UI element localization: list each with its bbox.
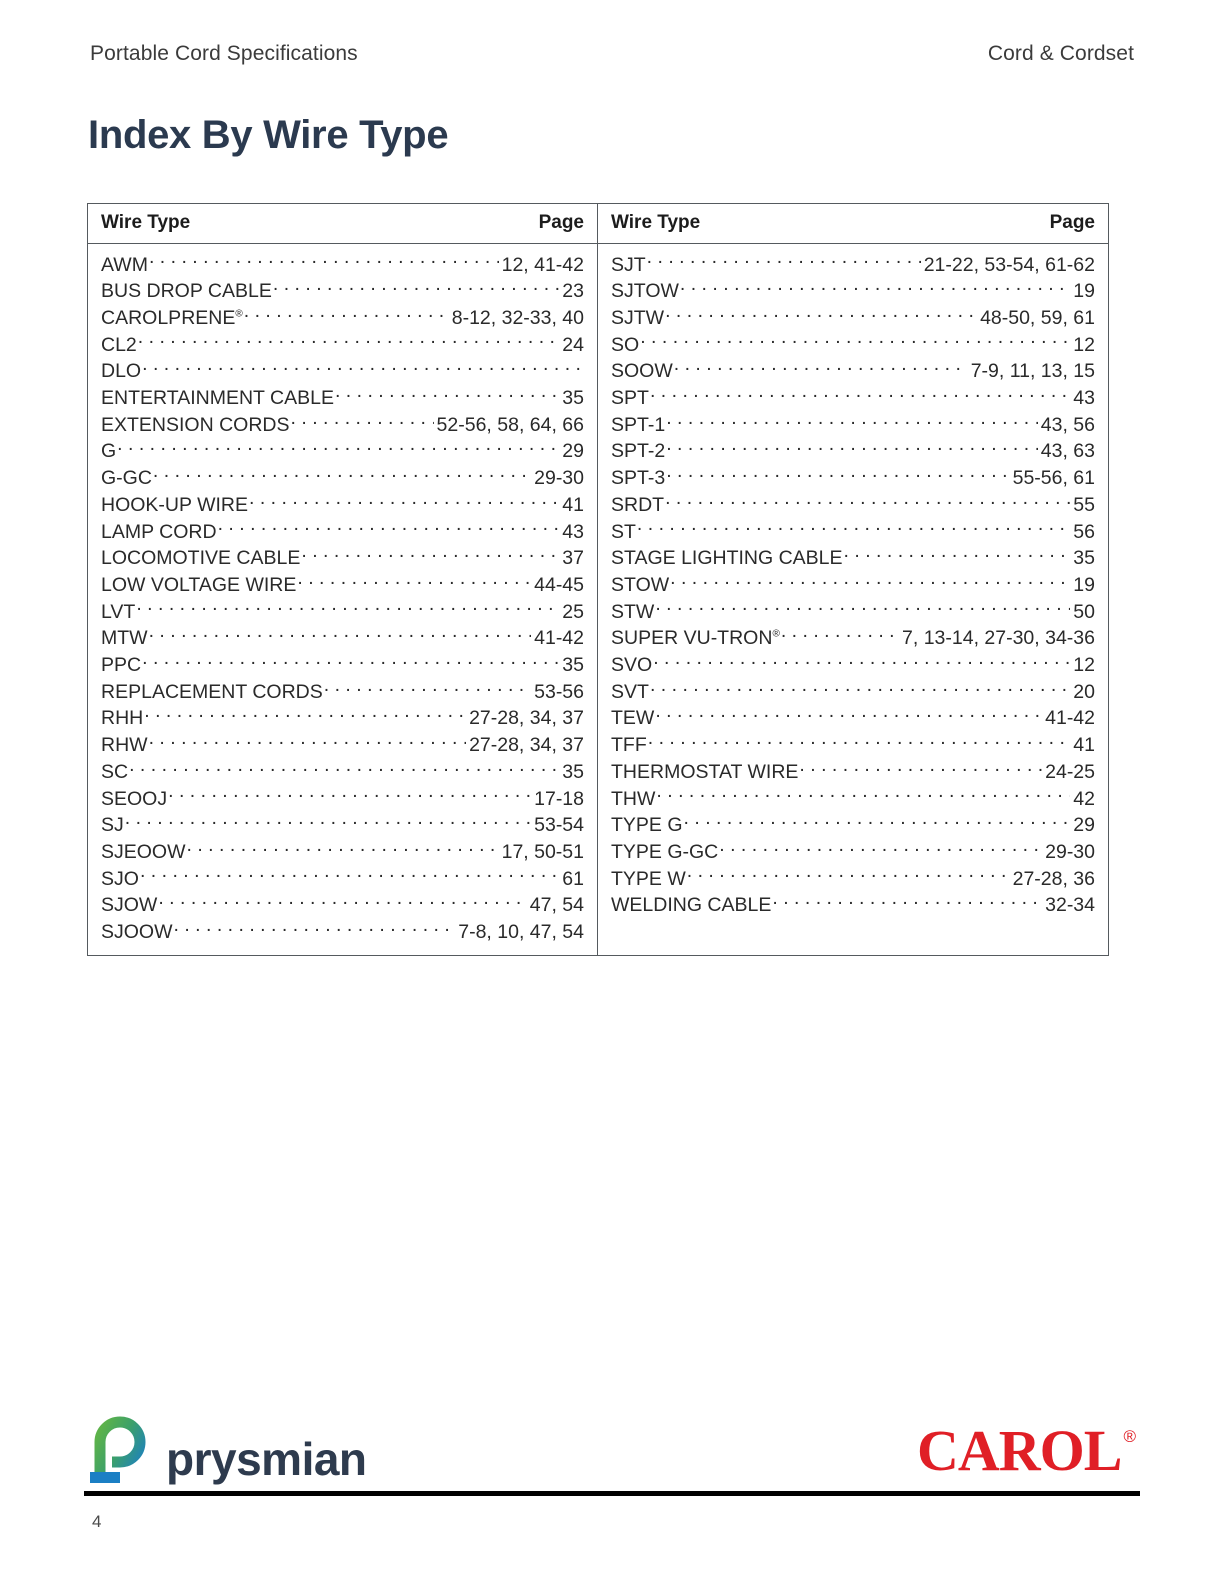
entry-page-numbers: 56	[1073, 520, 1095, 543]
entry-page-numbers: 20	[1073, 680, 1095, 703]
entry-page-numbers: 42	[1073, 787, 1095, 810]
entry-page-numbers: 32-34	[1045, 894, 1095, 917]
entry-page-numbers: 53-56	[534, 680, 584, 703]
entry-page-numbers: 41	[1073, 734, 1095, 757]
leader-dots	[684, 812, 1071, 832]
index-entry	[611, 571, 1095, 598]
entry-name: STAGE LIGHTING CABLE	[611, 547, 843, 570]
entry-name: TYPE W	[611, 867, 686, 890]
leader-dots	[218, 518, 560, 538]
index-entry	[101, 732, 584, 759]
leader-dots	[666, 465, 1009, 485]
entry-page-numbers: 29	[562, 440, 584, 463]
entry-name: SOOW	[611, 360, 673, 383]
entry-name: SC	[101, 760, 129, 783]
entry-name: SVO	[611, 654, 653, 677]
entry-page-numbers: 29-30	[534, 467, 584, 490]
entry-name: ENTERTAINMENT CABLE	[101, 387, 334, 410]
leader-dots	[149, 251, 499, 271]
entry-name: LAMP CORD	[101, 520, 217, 543]
entry-page-numbers: 61	[562, 867, 584, 890]
prysmian-wordmark: prysmian	[166, 1433, 367, 1485]
entry-name: SJTOW	[611, 280, 679, 303]
index-entry	[611, 758, 1095, 785]
entry-page-numbers: 17, 50-51	[501, 840, 584, 863]
index-entry	[611, 331, 1095, 358]
column-header-wire-type: Wire Type	[611, 212, 701, 233]
entry-name: WELDING CABLE	[611, 894, 772, 917]
entry-page-numbers: 27-28, 34, 37	[469, 707, 584, 730]
index-entry	[611, 358, 1095, 385]
index-entry	[101, 304, 584, 331]
index-entry	[101, 571, 584, 598]
entry-name: PPC	[101, 654, 142, 677]
entry-page-numbers: 55	[1073, 493, 1095, 516]
index-entry	[101, 598, 584, 625]
carol-logo	[917, 1418, 1136, 1483]
entry-name: CL2	[101, 333, 137, 356]
index-entry	[101, 411, 584, 438]
entry-page-numbers: 43	[562, 520, 584, 543]
prysmian-logo	[90, 1416, 367, 1484]
entry-name: MTW	[101, 627, 148, 650]
index-entry	[611, 705, 1095, 732]
index-entry	[101, 652, 584, 679]
entry-name: LVT	[101, 600, 136, 623]
entry-name: TYPE G	[611, 814, 683, 837]
leader-dots	[297, 571, 531, 591]
entry-page-numbers: 44-45	[534, 573, 584, 596]
running-header-left: Portable Cord Specifications	[90, 42, 358, 65]
leader-dots	[655, 598, 1070, 618]
entry-name: SEOOJ	[101, 787, 168, 810]
entry-name: SJTW	[611, 306, 665, 329]
entry-page-numbers: 24	[562, 333, 584, 356]
index-entry	[101, 838, 584, 865]
running-header	[90, 42, 1134, 74]
leader-dots	[174, 919, 456, 939]
index-entry	[611, 678, 1095, 705]
leader-dots	[138, 331, 560, 351]
leader-dots	[149, 625, 532, 645]
leader-dots	[799, 758, 1042, 778]
index-entry	[101, 892, 584, 919]
index-table	[87, 203, 1109, 956]
entry-name: SJOW	[101, 894, 158, 917]
index-entries-left	[88, 244, 597, 955]
entry-name: SUPER VU-TRON®	[611, 627, 780, 650]
leader-dots	[781, 625, 899, 645]
leader-dots	[637, 518, 1070, 538]
entry-name: CAROLPRENE®	[101, 306, 243, 329]
leader-dots	[687, 865, 1010, 885]
entry-name: LOW VOLTAGE WIRE	[101, 573, 297, 596]
column-header-page: Page	[538, 212, 584, 233]
entry-name: REPLACEMENT CORDS	[101, 680, 323, 703]
entry-name: STW	[611, 600, 655, 623]
index-entry	[101, 385, 584, 412]
index-entry	[611, 652, 1095, 679]
leader-dots	[650, 385, 1070, 405]
entry-name: SPT-1	[611, 413, 666, 436]
leader-dots	[655, 705, 1042, 725]
entry-name: HOOK-UP WIRE	[101, 493, 248, 516]
leader-dots	[117, 438, 559, 458]
entry-page-numbers: 8-12, 32-33, 40	[451, 306, 584, 329]
leader-dots	[168, 785, 531, 805]
prysmian-mark-icon	[90, 1416, 156, 1484]
entry-page-numbers: 12, 41-42	[501, 253, 584, 276]
entry-name: SJT	[611, 253, 646, 276]
leader-dots	[772, 892, 1042, 912]
entry-page-numbers: 7, 13-14, 27-30, 34-36	[902, 627, 1095, 650]
footer-divider	[84, 1491, 1140, 1496]
leader-dots	[647, 251, 921, 271]
index-entry	[611, 518, 1095, 545]
entry-name: SVT	[611, 680, 649, 703]
index-entry	[101, 278, 584, 305]
entry-name: SJ	[101, 814, 124, 837]
entry-page-numbers: 43	[1073, 387, 1095, 410]
index-entry	[101, 518, 584, 545]
entry-name: DLO	[101, 360, 142, 383]
index-column-left	[88, 204, 598, 955]
leader-dots	[142, 358, 581, 378]
entry-page-numbers: 12	[1073, 333, 1095, 356]
leader-dots	[680, 278, 1070, 298]
index-entry	[611, 465, 1095, 492]
registered-mark-icon: ®	[772, 628, 780, 640]
entry-page-numbers: 43, 56	[1040, 413, 1095, 436]
entry-page-numbers: 7-8, 10, 47, 54	[458, 921, 584, 944]
leader-dots	[666, 438, 1038, 458]
entry-page-numbers: 25	[562, 600, 584, 623]
entry-page-numbers: 35	[562, 760, 584, 783]
index-entry	[101, 625, 584, 652]
index-entry	[611, 251, 1095, 278]
leader-dots	[136, 598, 559, 618]
index-column-right	[598, 204, 1108, 955]
leader-dots	[324, 678, 531, 698]
entry-page-numbers: 52-56, 58, 64, 66	[436, 413, 584, 436]
entry-page-numbers: 41	[562, 493, 584, 516]
registered-mark-icon: ®	[235, 308, 243, 320]
entry-page-numbers: 7-9, 11, 13, 15	[970, 360, 1095, 383]
index-entry	[101, 785, 584, 812]
column-header-wire-type: Wire Type	[101, 212, 191, 233]
entry-page-numbers: 29-30	[1045, 840, 1095, 863]
entry-name: SPT-3	[611, 467, 666, 490]
entry-page-numbers: 41-42	[534, 627, 584, 650]
column-header-left	[88, 204, 597, 244]
index-entry	[611, 812, 1095, 839]
leader-dots	[291, 411, 434, 431]
leader-dots	[656, 785, 1070, 805]
index-entry	[101, 812, 584, 839]
index-entry	[611, 838, 1095, 865]
leader-dots	[335, 385, 559, 405]
entry-page-numbers: 43, 63	[1040, 440, 1095, 463]
entry-name: SRDT	[611, 493, 665, 516]
leader-dots	[665, 304, 977, 324]
index-entries-right	[598, 244, 1108, 955]
index-entry	[101, 358, 584, 385]
leader-dots	[140, 865, 559, 885]
entry-name: G-GC	[101, 467, 152, 490]
index-entry	[611, 892, 1095, 919]
entry-name: SJOOW	[101, 921, 173, 944]
leader-dots	[149, 732, 466, 752]
entry-name: THW	[611, 787, 656, 810]
entry-name: SO	[611, 333, 640, 356]
entry-page-numbers: 35	[562, 387, 584, 410]
index-entry	[611, 411, 1095, 438]
entry-name: TEW	[611, 707, 655, 730]
leader-dots	[650, 678, 1070, 698]
entry-name: AWM	[101, 253, 148, 276]
entry-name: RHH	[101, 707, 144, 730]
index-entry	[611, 625, 1095, 652]
leader-dots	[187, 838, 499, 858]
entry-name: SJEOOW	[101, 840, 186, 863]
page-number: 4	[92, 1512, 102, 1531]
entry-page-numbers: 41-42	[1045, 707, 1095, 730]
index-entry	[611, 785, 1095, 812]
index-entry	[101, 438, 584, 465]
index-entry	[101, 678, 584, 705]
entry-name: G	[101, 440, 117, 463]
leader-dots	[301, 545, 559, 565]
index-entry	[611, 278, 1095, 305]
leader-dots	[158, 892, 526, 912]
leader-dots	[144, 705, 466, 725]
index-entry	[101, 491, 584, 518]
entry-page-numbers: 29	[1073, 814, 1095, 837]
leader-dots	[670, 571, 1070, 591]
entry-name: TYPE G-GC	[611, 840, 719, 863]
index-entry	[101, 545, 584, 572]
index-entry	[101, 331, 584, 358]
index-entry	[611, 491, 1095, 518]
entry-page-numbers: 50	[1073, 600, 1095, 623]
entry-page-numbers: 47, 54	[529, 894, 584, 917]
entry-page-numbers: 27-28, 36	[1012, 867, 1095, 890]
index-entry	[611, 865, 1095, 892]
leader-dots	[648, 732, 1071, 752]
leader-dots	[665, 491, 1070, 511]
entry-page-numbers: 17-18	[534, 787, 584, 810]
index-entry	[101, 251, 584, 278]
entry-name: STOW	[611, 573, 670, 596]
index-entry	[611, 304, 1095, 331]
leader-dots	[249, 491, 559, 511]
entry-name: THERMOSTAT WIRE	[611, 760, 799, 783]
entry-page-numbers: 19	[1073, 573, 1095, 596]
entry-name: RHW	[101, 734, 148, 757]
index-entry	[611, 545, 1095, 572]
entry-page-numbers: 19	[1073, 280, 1095, 303]
entry-page-numbers: 48-50, 59, 61	[980, 306, 1095, 329]
footer-logos	[88, 1408, 1136, 1484]
registered-mark-icon: ®	[1123, 1427, 1136, 1446]
entry-name: SPT-2	[611, 440, 666, 463]
entry-page-numbers: 55-56, 61	[1012, 467, 1095, 490]
leader-dots	[129, 758, 559, 778]
leader-dots	[666, 411, 1038, 431]
leader-dots	[273, 278, 559, 298]
entry-page-numbers: 35	[562, 654, 584, 677]
leader-dots	[674, 358, 968, 378]
leader-dots	[142, 652, 559, 672]
index-entry	[101, 465, 584, 492]
entry-page-numbers: 23	[562, 280, 584, 303]
leader-dots	[844, 545, 1071, 565]
entry-page-numbers: 24-25	[1045, 760, 1095, 783]
entry-name: BUS DROP CABLE	[101, 280, 272, 303]
index-entry	[101, 919, 584, 946]
entry-name: SJO	[101, 867, 139, 890]
entry-page-numbers: 21-22, 53-54, 61-62	[923, 253, 1095, 276]
entry-name: SPT	[611, 387, 649, 410]
index-entry	[611, 385, 1095, 412]
leader-dots	[153, 465, 531, 485]
index-entry	[611, 732, 1095, 759]
index-entry	[611, 438, 1095, 465]
running-header-right: Cord & Cordset	[987, 42, 1134, 65]
entry-name: TFF	[611, 734, 647, 757]
index-entry	[101, 758, 584, 785]
leader-dots	[653, 652, 1070, 672]
entry-page-numbers: 12	[1073, 654, 1095, 677]
carol-wordmark: CAROL	[917, 1418, 1122, 1483]
leader-dots	[125, 812, 531, 832]
index-entry	[611, 598, 1095, 625]
page-title: Index By Wire Type	[88, 112, 449, 157]
entry-name: ST	[611, 520, 636, 543]
entry-page-numbers: 35	[1073, 547, 1095, 570]
entry-page-numbers: 53-54	[534, 814, 584, 837]
index-entry	[101, 705, 584, 732]
entry-page-numbers: 27-28, 34, 37	[469, 734, 584, 757]
entry-name: EXTENSION CORDS	[101, 413, 290, 436]
leader-dots	[244, 304, 449, 324]
index-entry	[101, 865, 584, 892]
column-header-page: Page	[1049, 212, 1095, 233]
entry-name: LOCOMOTIVE CABLE	[101, 547, 301, 570]
column-header-right	[598, 204, 1108, 244]
leader-dots	[640, 331, 1070, 351]
entry-page-numbers: 37	[562, 547, 584, 570]
leader-dots	[719, 838, 1042, 858]
